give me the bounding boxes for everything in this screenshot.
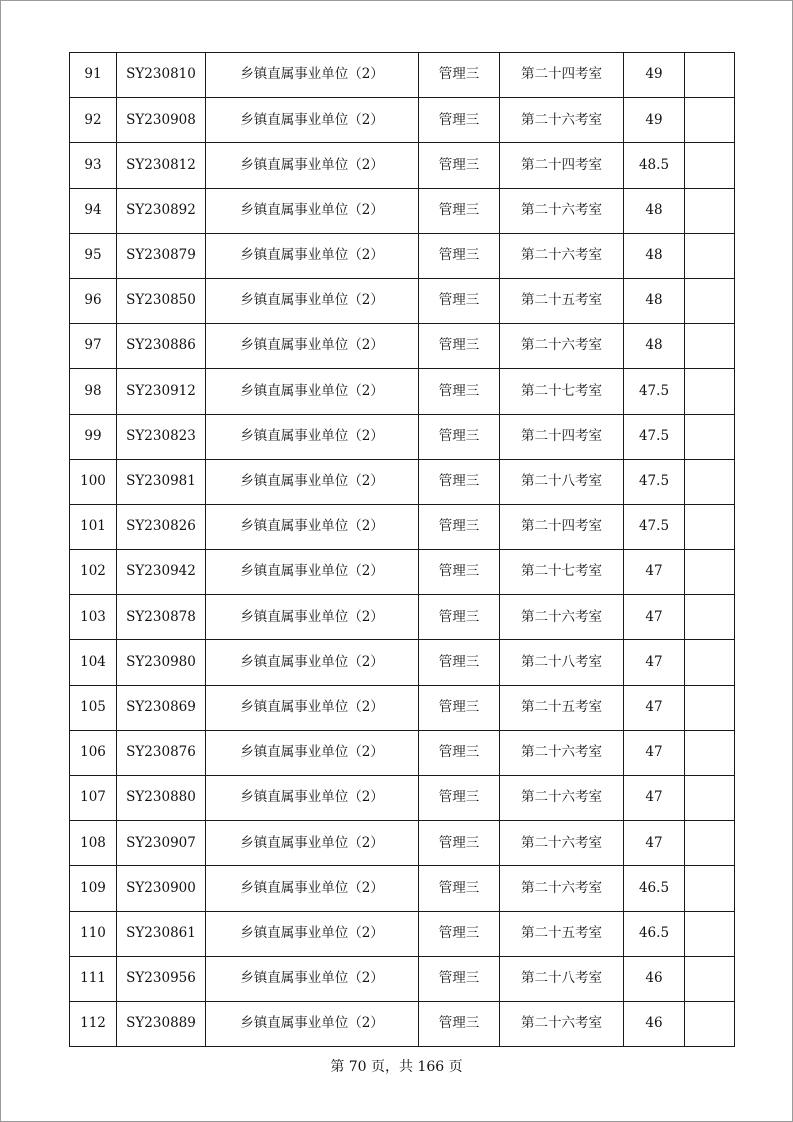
position-cell: 管理三 <box>419 776 500 821</box>
employer-unit-cell: 乡镇直属事业单位（2） <box>206 233 419 278</box>
exam-room-cell: 第二十六考室 <box>500 866 624 911</box>
table-row <box>70 956 735 1001</box>
position-cell: 管理三 <box>419 324 500 369</box>
employer-unit-cell: 乡镇直属事业单位（2） <box>206 53 419 98</box>
position-cell: 管理三 <box>419 278 500 323</box>
score-cell: 47.5 <box>624 504 685 549</box>
score-cell: 47 <box>624 640 685 685</box>
remarks-cell <box>685 504 735 549</box>
exam-room-cell: 第二十七考室 <box>500 550 624 595</box>
row-index-cell: 104 <box>70 640 117 685</box>
employer-unit-cell: 乡镇直属事业单位（2） <box>206 595 419 640</box>
position-cell: 管理三 <box>419 821 500 866</box>
score-cell: 46 <box>624 956 685 1001</box>
exam-room-cell: 第二十八考室 <box>500 459 624 504</box>
candidate-id-cell: SY230889 <box>117 1001 206 1046</box>
exam-room-cell: 第二十四考室 <box>500 53 624 98</box>
table-row <box>70 233 735 278</box>
position-cell: 管理三 <box>419 911 500 956</box>
position-cell: 管理三 <box>419 866 500 911</box>
employer-unit-cell: 乡镇直属事业单位（2） <box>206 866 419 911</box>
position-cell: 管理三 <box>419 504 500 549</box>
employer-unit-cell: 乡镇直属事业单位（2） <box>206 1001 419 1046</box>
score-cell: 47 <box>624 550 685 595</box>
remarks-cell <box>685 1001 735 1046</box>
row-index-cell: 105 <box>70 685 117 730</box>
exam-room-cell: 第二十四考室 <box>500 143 624 188</box>
remarks-cell <box>685 324 735 369</box>
position-cell: 管理三 <box>419 98 500 143</box>
position-cell: 管理三 <box>419 550 500 595</box>
employer-unit-cell: 乡镇直属事业单位（2） <box>206 776 419 821</box>
score-cell: 47 <box>624 730 685 775</box>
results-table-body <box>70 53 735 1047</box>
employer-unit-cell: 乡镇直属事业单位（2） <box>206 98 419 143</box>
row-index-cell: 108 <box>70 821 117 866</box>
position-cell: 管理三 <box>419 1001 500 1046</box>
table-row <box>70 414 735 459</box>
candidate-id-cell: SY230907 <box>117 821 206 866</box>
employer-unit-cell: 乡镇直属事业单位（2） <box>206 143 419 188</box>
exam-room-cell: 第二十八考室 <box>500 640 624 685</box>
position-cell: 管理三 <box>419 956 500 1001</box>
employer-unit-cell: 乡镇直属事业单位（2） <box>206 278 419 323</box>
candidate-id-cell: SY230876 <box>117 730 206 775</box>
exam-room-cell: 第二十五考室 <box>500 911 624 956</box>
exam-room-cell: 第二十四考室 <box>500 504 624 549</box>
employer-unit-cell: 乡镇直属事业单位（2） <box>206 685 419 730</box>
candidate-id-cell: SY230942 <box>117 550 206 595</box>
position-cell: 管理三 <box>419 414 500 459</box>
score-cell: 47.5 <box>624 459 685 504</box>
exam-room-cell: 第二十六考室 <box>500 188 624 233</box>
exam-room-cell: 第二十八考室 <box>500 956 624 1001</box>
score-cell: 48 <box>624 278 685 323</box>
row-index-cell: 97 <box>70 324 117 369</box>
row-index-cell: 98 <box>70 369 117 414</box>
row-index-cell: 110 <box>70 911 117 956</box>
row-index-cell: 106 <box>70 730 117 775</box>
exam-room-cell: 第二十六考室 <box>500 1001 624 1046</box>
position-cell: 管理三 <box>419 595 500 640</box>
table-row <box>70 278 735 323</box>
row-index-cell: 95 <box>70 233 117 278</box>
score-cell: 46.5 <box>624 911 685 956</box>
position-cell: 管理三 <box>419 188 500 233</box>
employer-unit-cell: 乡镇直属事业单位（2） <box>206 414 419 459</box>
employer-unit-cell: 乡镇直属事业单位（2） <box>206 821 419 866</box>
candidate-id-cell: SY230892 <box>117 188 206 233</box>
position-cell: 管理三 <box>419 143 500 188</box>
remarks-cell <box>685 233 735 278</box>
exam-room-cell: 第二十七考室 <box>500 369 624 414</box>
exam-room-cell: 第二十六考室 <box>500 776 624 821</box>
table-row <box>70 550 735 595</box>
table-row <box>70 640 735 685</box>
row-index-cell: 92 <box>70 98 117 143</box>
employer-unit-cell: 乡镇直属事业单位（2） <box>206 911 419 956</box>
position-cell: 管理三 <box>419 640 500 685</box>
score-cell: 48 <box>624 188 685 233</box>
table-row <box>70 459 735 504</box>
table-row <box>70 730 735 775</box>
candidate-id-cell: SY230812 <box>117 143 206 188</box>
employer-unit-cell: 乡镇直属事业单位（2） <box>206 730 419 775</box>
remarks-cell <box>685 866 735 911</box>
row-index-cell: 94 <box>70 188 117 233</box>
row-index-cell: 96 <box>70 278 117 323</box>
exam-room-cell: 第二十六考室 <box>500 821 624 866</box>
candidate-id-cell: SY230980 <box>117 640 206 685</box>
candidate-id-cell: SY230850 <box>117 278 206 323</box>
table-row <box>70 324 735 369</box>
exam-room-cell: 第二十五考室 <box>500 278 624 323</box>
row-index-cell: 107 <box>70 776 117 821</box>
remarks-cell <box>685 550 735 595</box>
candidate-id-cell: SY230810 <box>117 53 206 98</box>
candidate-id-cell: SY230826 <box>117 504 206 549</box>
employer-unit-cell: 乡镇直属事业单位（2） <box>206 640 419 685</box>
score-cell: 49 <box>624 53 685 98</box>
remarks-cell <box>685 640 735 685</box>
row-index-cell: 103 <box>70 595 117 640</box>
remarks-cell <box>685 53 735 98</box>
exam-room-cell: 第二十六考室 <box>500 233 624 278</box>
candidate-id-cell: SY230869 <box>117 685 206 730</box>
score-cell: 47.5 <box>624 414 685 459</box>
remarks-cell <box>685 278 735 323</box>
table-row <box>70 53 735 98</box>
remarks-cell <box>685 730 735 775</box>
candidate-id-cell: SY230908 <box>117 98 206 143</box>
exam-room-cell: 第二十六考室 <box>500 98 624 143</box>
candidate-id-cell: SY230880 <box>117 776 206 821</box>
row-index-cell: 91 <box>70 53 117 98</box>
position-cell: 管理三 <box>419 730 500 775</box>
score-cell: 48.5 <box>624 143 685 188</box>
table-row <box>70 98 735 143</box>
row-index-cell: 112 <box>70 1001 117 1046</box>
score-cell: 47 <box>624 595 685 640</box>
remarks-cell <box>685 369 735 414</box>
position-cell: 管理三 <box>419 233 500 278</box>
remarks-cell <box>685 459 735 504</box>
table-row <box>70 1001 735 1046</box>
remarks-cell <box>685 188 735 233</box>
score-cell: 48 <box>624 233 685 278</box>
employer-unit-cell: 乡镇直属事业单位（2） <box>206 504 419 549</box>
table-row <box>70 369 735 414</box>
row-index-cell: 109 <box>70 866 117 911</box>
exam-room-cell: 第二十六考室 <box>500 595 624 640</box>
employer-unit-cell: 乡镇直属事业单位（2） <box>206 369 419 414</box>
candidate-id-cell: SY230981 <box>117 459 206 504</box>
position-cell: 管理三 <box>419 685 500 730</box>
candidate-id-cell: SY230878 <box>117 595 206 640</box>
exam-room-cell: 第二十六考室 <box>500 324 624 369</box>
remarks-cell <box>685 685 735 730</box>
table-row <box>70 143 735 188</box>
score-cell: 47 <box>624 776 685 821</box>
exam-room-cell: 第二十六考室 <box>500 730 624 775</box>
position-cell: 管理三 <box>419 53 500 98</box>
score-cell: 49 <box>624 98 685 143</box>
remarks-cell <box>685 595 735 640</box>
row-index-cell: 111 <box>70 956 117 1001</box>
table-row <box>70 821 735 866</box>
table-row <box>70 188 735 233</box>
table-row <box>70 776 735 821</box>
score-cell: 46.5 <box>624 866 685 911</box>
score-cell: 47 <box>624 821 685 866</box>
remarks-cell <box>685 956 735 1001</box>
page-footer: 第 70 页，共 166 页 <box>330 1059 463 1075</box>
exam-room-cell: 第二十四考室 <box>500 414 624 459</box>
score-cell: 46 <box>624 1001 685 1046</box>
exam-room-cell: 第二十五考室 <box>500 685 624 730</box>
employer-unit-cell: 乡镇直属事业单位（2） <box>206 550 419 595</box>
remarks-cell <box>685 414 735 459</box>
employer-unit-cell: 乡镇直属事业单位（2） <box>206 956 419 1001</box>
results-table <box>69 52 735 1047</box>
remarks-cell <box>685 98 735 143</box>
score-cell: 47 <box>624 685 685 730</box>
table-row <box>70 504 735 549</box>
remarks-cell <box>685 143 735 188</box>
candidate-id-cell: SY230823 <box>117 414 206 459</box>
row-index-cell: 101 <box>70 504 117 549</box>
remarks-cell <box>685 776 735 821</box>
candidate-id-cell: SY230861 <box>117 911 206 956</box>
candidate-id-cell: SY230912 <box>117 369 206 414</box>
position-cell: 管理三 <box>419 369 500 414</box>
candidate-id-cell: SY230956 <box>117 956 206 1001</box>
candidate-id-cell: SY230879 <box>117 233 206 278</box>
score-cell: 47.5 <box>624 369 685 414</box>
remarks-cell <box>685 911 735 956</box>
employer-unit-cell: 乡镇直属事业单位（2） <box>206 459 419 504</box>
table-row <box>70 911 735 956</box>
table-row <box>70 866 735 911</box>
table-row <box>70 595 735 640</box>
table-row <box>70 685 735 730</box>
row-index-cell: 99 <box>70 414 117 459</box>
employer-unit-cell: 乡镇直属事业单位（2） <box>206 188 419 233</box>
candidate-id-cell: SY230900 <box>117 866 206 911</box>
row-index-cell: 100 <box>70 459 117 504</box>
row-index-cell: 93 <box>70 143 117 188</box>
candidate-id-cell: SY230886 <box>117 324 206 369</box>
employer-unit-cell: 乡镇直属事业单位（2） <box>206 324 419 369</box>
score-cell: 48 <box>624 324 685 369</box>
remarks-cell <box>685 821 735 866</box>
position-cell: 管理三 <box>419 459 500 504</box>
row-index-cell: 102 <box>70 550 117 595</box>
